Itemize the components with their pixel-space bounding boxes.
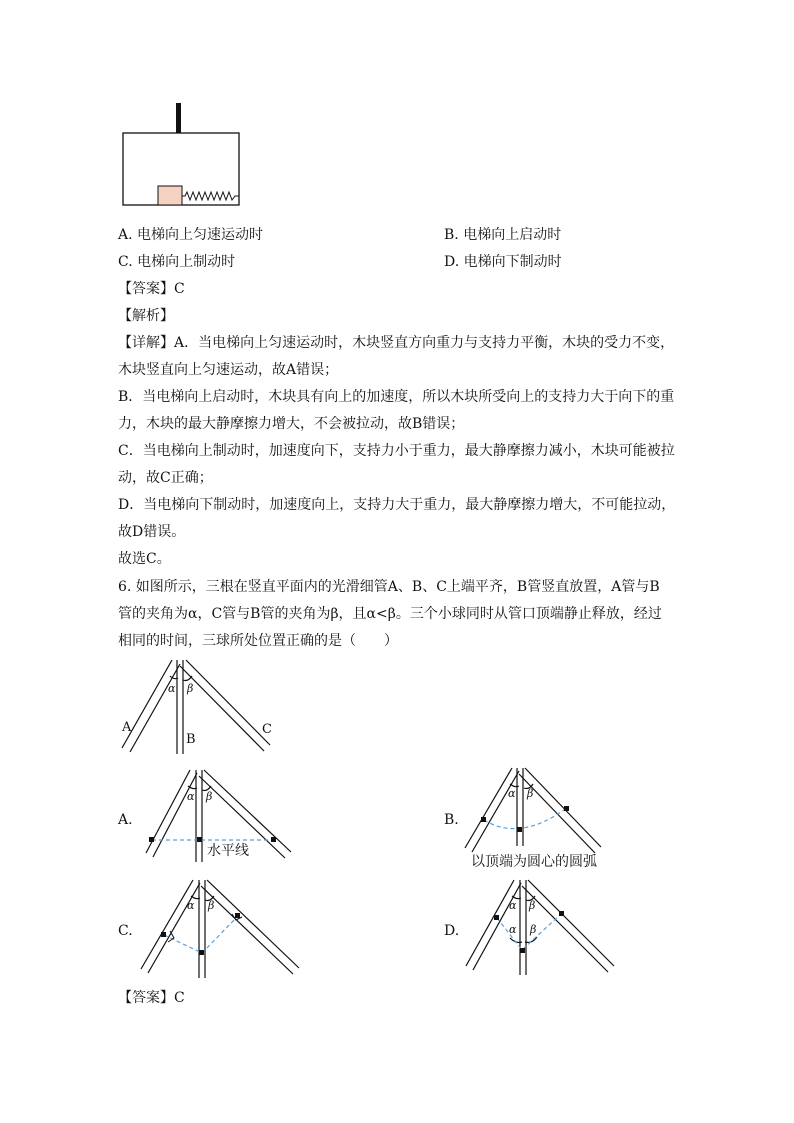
q5-explanation-line: C．当电梯向上制动时，加速度向下，支持力小于重力，最大静摩擦力减小，木块可能被拉: [118, 443, 675, 459]
q5-explanation-line: 故D错误。: [118, 524, 186, 540]
q6-answer: 【答案】C: [118, 990, 185, 1006]
q5-conclusion: 故选C。: [118, 551, 171, 567]
q5-option-d: D. 电梯向下制动时: [444, 254, 562, 270]
beta-label: β: [530, 923, 537, 936]
q6-stem-line: 相同的时间，三球所处位置正确的是（ ）: [118, 633, 398, 649]
alpha-label: α: [187, 899, 195, 912]
q5-explanation-line: D．当电梯向下制动时，加速度向上，支持力大于重力，最大静摩擦力增大，不可能拉动，: [118, 497, 676, 513]
q5-option-b: B. 电梯向上启动时: [444, 227, 562, 243]
q6-option-b-letter: B.: [444, 812, 459, 828]
q6-option-d-letter: D.: [444, 923, 460, 939]
q6-option-a-letter: A.: [118, 812, 133, 828]
q5-option-c: C. 电梯向上制动时: [118, 254, 236, 270]
q5-explanation-line: 木块竖直向上匀速运动，故A错误；: [118, 362, 339, 378]
tube-b-label: B: [186, 732, 196, 747]
alpha-label: α: [187, 790, 195, 803]
tube-a-label: A: [122, 720, 132, 735]
beta-label: β: [208, 899, 215, 912]
q6-option-b-caption: 以顶端为圆心的圆弧: [471, 854, 597, 870]
q5-analysis-title: 【解析】: [118, 308, 174, 324]
beta-label: β: [206, 790, 213, 803]
alpha-label: α: [509, 923, 517, 936]
q6-stem-line: 6. 如图所示，三根在竖直平面内的光滑细管A、B、C上端平齐，B管竖直放置，A管与B: [118, 579, 660, 595]
q6-option-a-caption: 水平线: [207, 843, 249, 859]
alpha-label: α: [509, 899, 517, 912]
q5-explanation-line: 力，木块的最大静摩擦力增大，不会被拉动，故B错误；: [118, 416, 465, 432]
tube-c-label: C: [262, 722, 272, 737]
q5-explanation-line: 动，故C正确；: [118, 470, 213, 486]
q5-answer: 【答案】C: [118, 281, 185, 297]
beta-label: β: [529, 899, 536, 912]
q6-option-c-letter: C.: [118, 923, 133, 939]
alpha-label: α: [508, 787, 516, 800]
beta-label: β: [527, 787, 534, 800]
q5-explanation-line: B．当电梯向上启动时，木块具有向上的加速度，所以木块所受向上的支持力大于向下的重: [118, 389, 675, 405]
q5-explanation-line: 【详解】A．当电梯向上匀速运动时，木块竖直方向重力与支持力平衡，木块的受力不变，: [118, 335, 675, 351]
q6-stem-line: 管的夹角为α，C管与B管的夹角为β，且α<β。三个小球同时从管口顶端静止释放，经过: [118, 606, 662, 622]
beta-label: β: [187, 682, 194, 695]
q5-option-a: A. 电梯向上匀速运动时: [118, 227, 264, 243]
alpha-label: α: [168, 682, 176, 695]
